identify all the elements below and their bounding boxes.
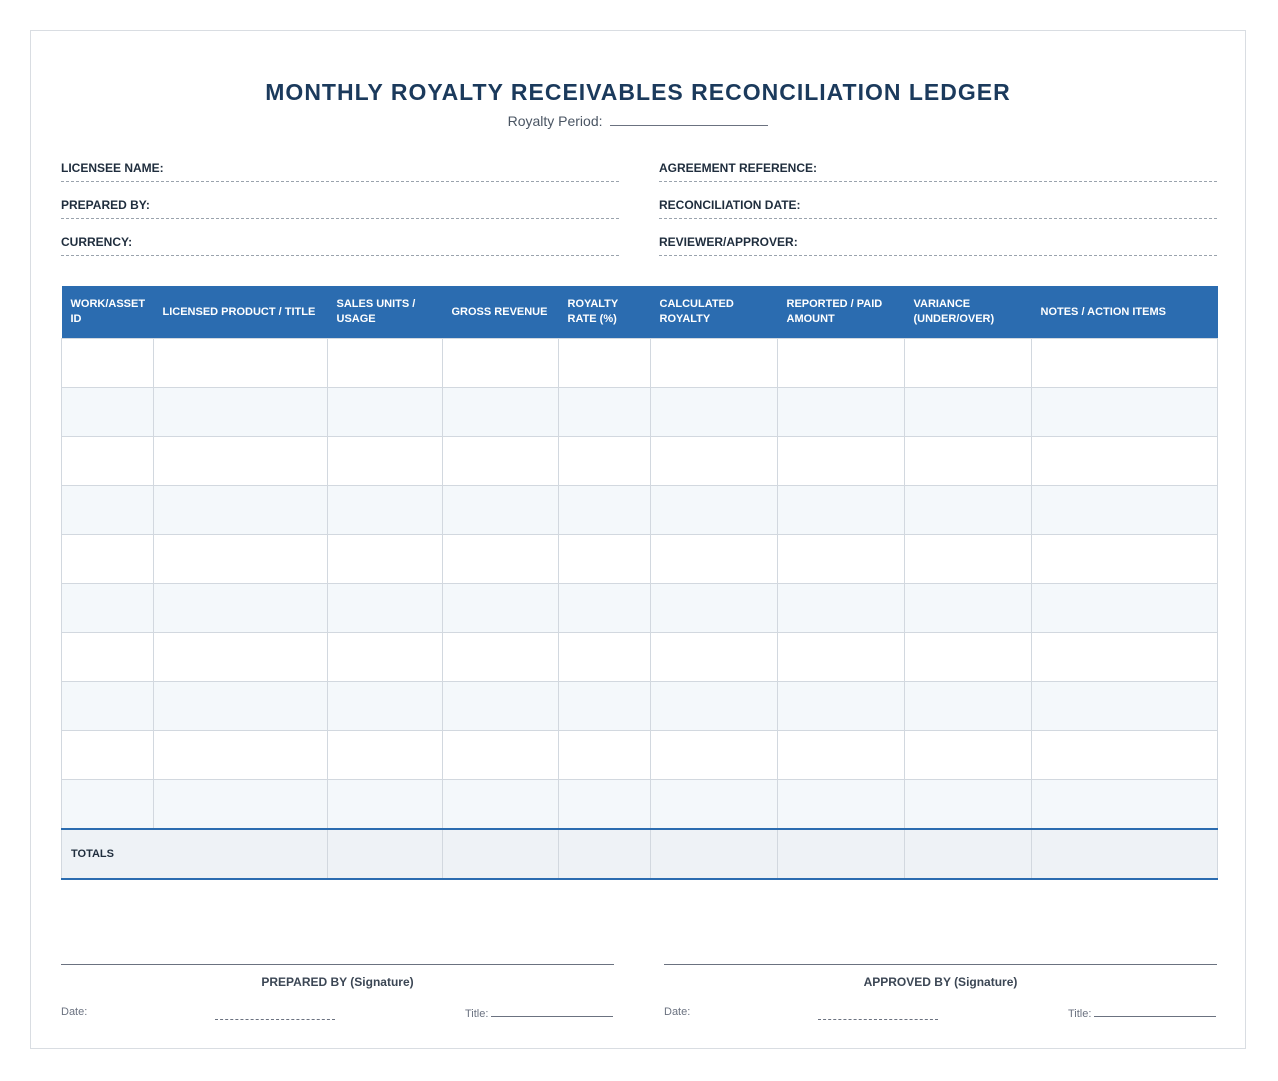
table-cell[interactable] — [328, 339, 443, 388]
table-cell[interactable] — [62, 535, 154, 584]
table-cell[interactable] — [443, 437, 559, 486]
prepared-title-blank[interactable] — [491, 1006, 613, 1017]
table-cell[interactable] — [1032, 486, 1218, 535]
approved-title — [1068, 1006, 1216, 1020]
table-cell[interactable] — [651, 437, 778, 486]
totals-cell[interactable] — [651, 829, 778, 879]
table-cell[interactable] — [62, 633, 154, 682]
table-cell[interactable] — [778, 780, 905, 830]
royalty-period — [31, 113, 1245, 129]
table-cell[interactable] — [651, 339, 778, 388]
prepared-signature-label: PREPARED BY (Signature) — [261, 975, 414, 989]
table-cell[interactable] — [651, 731, 778, 780]
table-cell[interactable] — [328, 486, 443, 535]
table-cell[interactable] — [154, 437, 328, 486]
table-cell[interactable] — [443, 535, 559, 584]
table-cell[interactable] — [1032, 388, 1218, 437]
table-cell[interactable] — [62, 486, 154, 535]
table-cell[interactable] — [1032, 633, 1218, 682]
totals-cell[interactable] — [328, 829, 443, 879]
approved-title-label: Title: — [1068, 1008, 1092, 1020]
table-cell[interactable] — [62, 682, 154, 731]
reconciliation-date-field[interactable]: RECONCILIATION DATE: — [659, 198, 1217, 219]
prepared-title-label: Title: — [465, 1008, 489, 1020]
table-cell[interactable] — [1032, 731, 1218, 780]
table-cell[interactable] — [443, 682, 559, 731]
approved-title-blank[interactable] — [1094, 1006, 1216, 1017]
table-cell[interactable] — [559, 633, 651, 682]
prepared-title — [465, 1006, 613, 1020]
table-cell[interactable] — [778, 584, 905, 633]
table-cell[interactable] — [559, 584, 651, 633]
table-cell[interactable] — [905, 486, 1032, 535]
col-header-variance: VARIANCE (UNDER/OVER) — [905, 286, 1032, 339]
table-cell[interactable] — [328, 633, 443, 682]
table-cell[interactable] — [154, 339, 328, 388]
table-row — [62, 339, 1218, 388]
table-cell[interactable] — [154, 535, 328, 584]
totals-cell[interactable] — [559, 829, 651, 879]
table-cell[interactable] — [62, 584, 154, 633]
table-cell[interactable] — [905, 780, 1032, 830]
table-cell[interactable] — [559, 731, 651, 780]
totals-cell[interactable] — [443, 829, 559, 879]
table-cell[interactable] — [328, 584, 443, 633]
totals-cell[interactable] — [905, 829, 1032, 879]
table-cell[interactable] — [154, 486, 328, 535]
table-row — [62, 731, 1218, 780]
table-cell[interactable] — [778, 535, 905, 584]
table-cell[interactable] — [154, 731, 328, 780]
approved-date-label: Date: — [664, 1006, 691, 1018]
table-cell[interactable] — [559, 682, 651, 731]
table-body — [62, 339, 1218, 830]
table-cell[interactable] — [778, 633, 905, 682]
table-cell[interactable] — [1032, 437, 1218, 486]
table-cell[interactable] — [651, 780, 778, 830]
table-cell[interactable] — [905, 584, 1032, 633]
table-cell[interactable] — [651, 633, 778, 682]
table-row — [62, 682, 1218, 731]
table-cell[interactable] — [778, 437, 905, 486]
totals-label: TOTALS — [62, 829, 328, 879]
approved-signature-line[interactable] — [664, 964, 1217, 965]
table-cell[interactable] — [905, 682, 1032, 731]
table-cell[interactable] — [443, 584, 559, 633]
prepared-date-blank[interactable] — [215, 1019, 335, 1020]
table-cell[interactable] — [651, 388, 778, 437]
table-cell[interactable] — [328, 388, 443, 437]
table-cell[interactable] — [328, 780, 443, 830]
table-cell[interactable] — [154, 682, 328, 731]
table-cell[interactable] — [559, 535, 651, 584]
table-cell[interactable] — [443, 780, 559, 830]
totals-cell[interactable] — [778, 829, 905, 879]
table-cell[interactable] — [154, 633, 328, 682]
col-header-reported-paid: REPORTED / PAID AMOUNT — [778, 286, 905, 339]
table-cell[interactable] — [443, 339, 559, 388]
ledger-page — [30, 30, 1246, 1049]
table-row — [62, 780, 1218, 830]
table-cell[interactable] — [443, 486, 559, 535]
table-cell[interactable] — [154, 780, 328, 830]
table-cell[interactable] — [62, 388, 154, 437]
table-cell[interactable] — [651, 682, 778, 731]
table-cell[interactable] — [651, 535, 778, 584]
table-row — [62, 486, 1218, 535]
table-cell[interactable] — [905, 437, 1032, 486]
col-header-calculated-royalty: CALCULATED ROYALTY — [651, 286, 778, 339]
currency-field[interactable]: CURRENCY: — [61, 235, 619, 256]
table-cell[interactable] — [443, 731, 559, 780]
prepared-signature-line[interactable] — [61, 964, 614, 965]
table-cell[interactable] — [905, 633, 1032, 682]
table-row — [62, 535, 1218, 584]
table-cell[interactable] — [651, 584, 778, 633]
royalty-period-label: Royalty Period: — [507, 113, 603, 129]
licensee-name-field[interactable]: LICENSEE NAME: — [61, 161, 619, 182]
table-cell[interactable] — [62, 437, 154, 486]
royalty-period-blank[interactable] — [610, 113, 768, 126]
table-cell[interactable] — [778, 486, 905, 535]
table-cell[interactable] — [559, 339, 651, 388]
table-cell[interactable] — [559, 437, 651, 486]
table-cell[interactable] — [328, 731, 443, 780]
table-cell[interactable] — [62, 731, 154, 780]
table-cell[interactable] — [1032, 682, 1218, 731]
table-cell[interactable] — [1032, 584, 1218, 633]
table-cell[interactable] — [778, 339, 905, 388]
table-cell[interactable] — [328, 682, 443, 731]
table-cell[interactable] — [443, 388, 559, 437]
col-header-licensed-product: LICENSED PRODUCT / TITLE — [154, 286, 328, 339]
agreement-reference-field[interactable]: AGREEMENT REFERENCE: — [659, 161, 1217, 182]
table-cell[interactable] — [62, 339, 154, 388]
table-header-row — [62, 286, 1218, 339]
col-header-notes: NOTES / ACTION ITEMS — [1032, 286, 1218, 339]
col-header-sales-units: SALES UNITS / USAGE — [328, 286, 443, 339]
totals-row — [62, 829, 1218, 879]
totals-cell[interactable] — [1032, 829, 1218, 879]
table-cell[interactable] — [905, 339, 1032, 388]
table-cell[interactable] — [443, 633, 559, 682]
table-cell[interactable] — [778, 682, 905, 731]
approved-date-blank[interactable] — [818, 1019, 938, 1020]
col-header-gross-revenue: GROSS REVENUE — [443, 286, 559, 339]
reviewer-approver-field[interactable]: REVIEWER/APPROVER: — [659, 235, 1217, 256]
table-row — [62, 437, 1218, 486]
table-cell[interactable] — [559, 780, 651, 830]
table-cell[interactable] — [154, 584, 328, 633]
table-cell[interactable] — [62, 780, 154, 830]
table-cell[interactable] — [154, 388, 328, 437]
table-cell[interactable] — [778, 388, 905, 437]
table-cell[interactable] — [905, 535, 1032, 584]
table-cell[interactable] — [559, 388, 651, 437]
table-cell[interactable] — [905, 731, 1032, 780]
page-title: MONTHLY ROYALTY RECEIVABLES RECONCILIATION LEDGER — [265, 79, 1011, 105]
col-header-royalty-rate: ROYALTY RATE (%) — [559, 286, 651, 339]
table-row — [62, 584, 1218, 633]
table-cell[interactable] — [1032, 339, 1218, 388]
table-cell[interactable] — [651, 486, 778, 535]
table-row — [62, 633, 1218, 682]
col-header-work-asset-id: WORK/ASSET ID — [62, 286, 154, 339]
prepared-date-label: Date: — [61, 1006, 88, 1018]
table-cell[interactable] — [328, 535, 443, 584]
prepared-by-field[interactable]: PREPARED BY: — [61, 198, 619, 219]
table-cell[interactable] — [559, 486, 651, 535]
table-cell[interactable] — [328, 437, 443, 486]
approved-signature-label: APPROVED BY (Signature) — [863, 975, 1018, 989]
reconciliation-table — [61, 286, 1218, 880]
table-cell[interactable] — [778, 731, 905, 780]
table-cell[interactable] — [1032, 535, 1218, 584]
table-cell[interactable] — [1032, 780, 1218, 830]
table-cell[interactable] — [905, 388, 1032, 437]
table-row — [62, 388, 1218, 437]
